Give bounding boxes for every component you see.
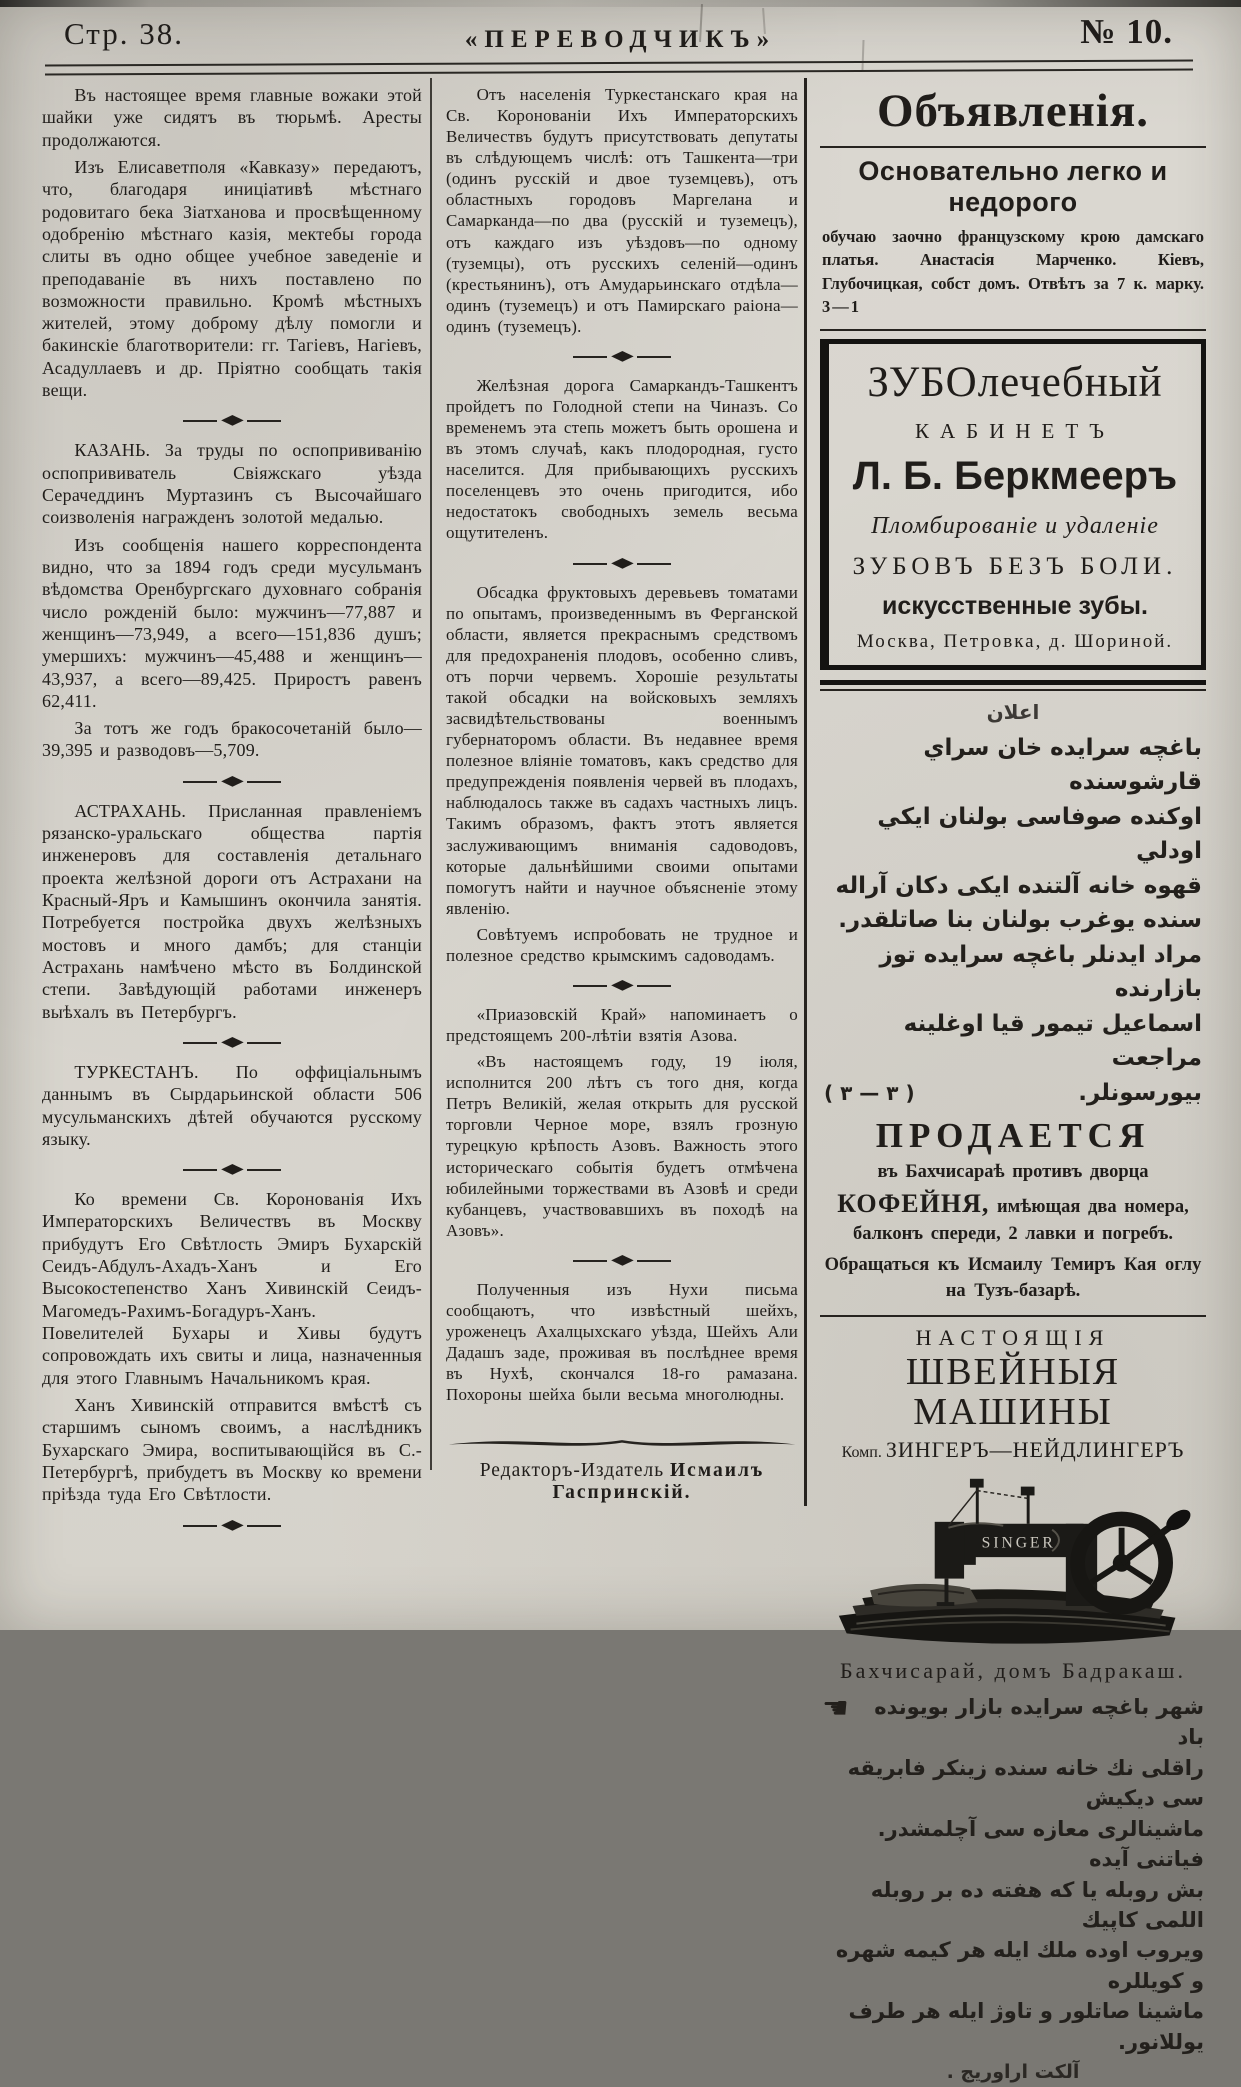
- ad-body-text: обучаю заочно французскому крою дамскаго платья. Анастасія Марченко. Кіевъ, Глубочицкая, собст домъ. Отвѣтъ за 7 к. марку.: [822, 227, 1204, 293]
- news-paragraph: АСТРАХАНЬ. Присланная правленіемъ рязанско-уральскаго общества партія инженеровъ для составленія детальнаго проекта желѣзной дороги отъ Астрахани на Красный-Яръ и Камышинъ окончила занятія. Потребуется постройка двухъ желѣзныхъ мостовъ и много дамбъ; для станціи Астрахань намѣчено мѣсто въ Болдинской степи. Завѣдующій работами инженеръ выѣхалъ въ Петербургъ.: [42, 800, 422, 1022]
- ilan-line: بش روبله يا كه هفته ده بر روبله اللمى كاپيك: [870, 1877, 1204, 1932]
- diamond-ornament-icon: ◆: [610, 348, 634, 364]
- diamond-ornament-icon: ◆: [220, 1162, 244, 1178]
- section-divider: [42, 1519, 422, 1533]
- machine-brand-text: SINGER: [981, 1534, 1056, 1552]
- manicule-icon: ☚: [822, 1690, 849, 1726]
- ad-rule: [820, 1315, 1206, 1317]
- machine-caption: Бахчисарай, домъ Бадракаш.: [840, 1657, 1186, 1683]
- sewing-machine-illustration: [820, 1469, 1206, 1656]
- news-paragraph: Совѣтуемъ испробовать не трудное и полезное средство крымскимъ садоводамъ.: [446, 924, 798, 965]
- dental-doctor-name: Л. Б. Беркмееръ: [852, 453, 1178, 498]
- diamond-ornament-icon: ◆: [220, 773, 244, 789]
- sale-body-text: въ Бахчисараѣ противъ дворца: [877, 1162, 1149, 1183]
- diamond-ornament-icon: ◆: [220, 1034, 244, 1050]
- dental-address: Москва, Петровка, д. Шориной.: [856, 630, 1174, 652]
- diamond-ornament-icon: ◆: [610, 977, 634, 993]
- news-paragraph: Отъ населенія Туркестанскаго края на Св. Коронованіи Ихъ Императорскихъ Величествъ будутъ присутствовать депутаты въ слѣдующемъ числѣ: отъ Ташкента—три (одинъ русскій и двое туземцевъ), отъ областныхъ городовъ Маргелана и Самарканда—по два (русскій и туземецъ), отъ каждаго изъ уѣздовъ—по одному (туземцы), отъ русскихъ селеній—одинъ (крестьянинъ), отъ Амударьинскаго отдѣла—одинъ (туземецъ) и отъ Памирскаго раіона—одинъ (туземецъ).: [446, 85, 798, 336]
- news-paragraph: За тотъ же годъ бракосочетаній было—39,395 и разводовъ—5,709.: [42, 718, 422, 761]
- section-divider: [446, 979, 798, 993]
- dental-subtitle: КАБИНЕТЪ: [914, 418, 1116, 443]
- news-paragraph: Изъ Елисаветполя «Кавказу» передаютъ, что, благодаря иниціативѣ мѣстнаго родовитаго бека Зіатханова и просвѣщенному одобренію мѣстнаго казія, мектебы города слиты въ одно общее учебное заведеніе и преподаваніе въ нихъ поставлено по возможности правильно. Кромѣ мѣстныхъ жителей, этому доброму дѣлу помогли и бакинскіе благотворители: гг. Тагіевъ, Нагіевъ, Асадуллаевъ и др. Пріятно сообщать такія вещи.: [42, 156, 422, 401]
- singer-line3: [820, 1437, 1206, 1463]
- ad-ilan2-arabic: [822, 1692, 1204, 2087]
- dental-artificial-teeth: искусственные зубы.: [882, 591, 1148, 620]
- section-divider: [446, 1254, 798, 1268]
- ilan-line: ويروب اوده ملك ايله هر كيمه شهره و كويللره: [835, 1938, 1204, 1993]
- ilan-line: بيورسونلر.: [1078, 1079, 1202, 1106]
- section-divider: [42, 414, 422, 428]
- ilan-line: باغچه سرايده خان سراي قارشوسنده: [923, 734, 1202, 796]
- ad-rule-heavy: [820, 680, 1206, 691]
- news-paragraph: Изъ сообщенія нашего корреспондента видно, что за 1894 годъ среди мусульманъ вѣдомства Оренбургскаго духовнаго собранія число рожденій было: мужчинъ—77,887 и женщинъ—73,949, а всего—151,836 душъ; умершихъ: мужчинъ—45,488 и женщинъ—43,937, а всего—89,425. Приростъ равенъ 62,411.: [42, 534, 422, 711]
- ad-rule: [820, 146, 1206, 148]
- scan-edge: [0, 0, 1241, 7]
- ilan-header: اعلان: [986, 699, 1040, 724]
- issue-number: № 10.: [1080, 12, 1173, 51]
- dental-services: Пломбированіе и удаленіе: [871, 512, 1159, 539]
- singer-company: ЗИНГЕРЪ—НЕЙДЛИНГЕРЪ: [885, 1436, 1185, 1462]
- header-rule: [45, 59, 1193, 66]
- ilan-line: قهوه خانه آلتنده ايكى دكان آراله: [835, 872, 1202, 899]
- ilan-run-tag: ( ٣ — ٣ ): [824, 1080, 915, 1105]
- ads-column: [820, 84, 1206, 2087]
- ilan-line-text: شهر باغچه سرايده بازار بويونده باد: [874, 1694, 1204, 1750]
- ilan-line: ماشينالرى معازه سى آچلمشدر. فياتنى آيده: [877, 1816, 1204, 1872]
- ilan-line: مراد ايدنلر باغچه سرايده توز بازارنده: [879, 941, 1202, 1003]
- ilan-last-line: [824, 1076, 1202, 1111]
- ilan-line: اوكنده صوفاسى بولنان ايكي اودلي: [877, 803, 1202, 865]
- ad-dental-box: [820, 339, 1206, 670]
- ilan-line: سنده يوغرب بولنان بنا صاتلقدر.: [838, 907, 1202, 934]
- singer-line2: ШВЕЙНЫЯ МАШИНЫ: [905, 1351, 1121, 1434]
- sale-title: ПРОДАЕТСЯ: [875, 1116, 1151, 1156]
- ad-headline: Основательно легко и недорого: [858, 156, 1168, 217]
- ad-run-tag: 3—1: [822, 297, 861, 317]
- news-paragraph: «Приазовскій Край» напоминаетъ о предстоящемъ 200-лѣтіи взятія Азова.: [446, 1004, 798, 1046]
- column-separator: [804, 78, 807, 1506]
- news-paragraph: ТУРКЕСТАНЪ. По оффиціальнымъ даннымъ въ Сырдарьинской области 506 мусульманскихъ дѣтей обучаются русскому языку.: [42, 1061, 422, 1149]
- ad-ilan-arabic: [824, 697, 1202, 1111]
- sale-body-text: имѣющая два номера, балконъ спереди, 2 лавки и погребъ.: [852, 1197, 1189, 1245]
- editor-name: Исмаилъ Гаспринскій.: [552, 1460, 765, 1504]
- news-paragraph: Ко времени Св. Коронованія Ихъ Императорскихъ Величествъ въ Москву прибудутъ Его Свѣтлость Эмиръ Бухарскій Сеидъ-Абдулъ-Ахадъ-Ханъ и Его Высокостепенство Ханъ Хивинскій Сеидъ-Магомедъ-Рахимъ-Богадуръ-Ханъ. Повелителей Бухары и Хивы будутъ сопровождать ихъ свиты и лица, назначенныя для этого Главнымъ Начальникомъ края.: [42, 1189, 422, 1388]
- editor-imprint: [446, 1460, 798, 1504]
- singer-line1: НАСТОЯЩІЯ: [915, 1325, 1111, 1351]
- ad-marchenko: [820, 156, 1206, 319]
- header-rule: [45, 68, 1193, 75]
- diamond-ornament-icon: ◆: [610, 555, 634, 571]
- diamond-ornament-icon: ◆: [220, 1517, 244, 1533]
- ads-section-title: Объявленія.: [876, 85, 1150, 137]
- section-divider: [42, 1036, 422, 1050]
- news-paragraph: Желѣзная дорога Самаркандъ-Ташкентъ пройдетъ по Голодной степи на Чиназъ. Со временемъ эта степь можетъ быть орошена и въ этомъ случаѣ, какъ плодородная, густо населится. Для прибывающихъ русскихъ поселенцевъ это очень пригодится, ибо недостатокъ свободныхъ земель весьма ощутителенъ.: [446, 375, 798, 543]
- dental-title: ЗУБОлечебный: [867, 358, 1163, 406]
- news-paragraph: «Въ настоящемъ году, 19 іюля, исполнится 200 лѣтъ съ того дня, когда Петръ Великій, желая открыть для русской торговли Черное море, взялъ грозную турецкую крѣпость Азовъ. Важность этого историческаго событія будетъ отмѣчена юбилейными торжествами въ Азовѣ и среди кубанцевъ, участвовавшихъ въ походѣ на Азовъ».: [446, 1052, 798, 1240]
- section-divider: [446, 557, 798, 571]
- ilan-signature: آلكت اراوريج .: [946, 2061, 1080, 2084]
- page-number: Стр. 38.: [64, 16, 184, 51]
- column-separator: [430, 78, 432, 1470]
- ilan-line: راقلى نك خانه سنده زينكر فابريقه سى ديكيش: [847, 1755, 1204, 1811]
- ilan-line: اسماعيل تيمور قيا اوغلينه مراجعت: [903, 1010, 1202, 1072]
- news-paragraph: Въ настоящее время главные вожаки этой шайки уже сидятъ въ тюрьмѣ. Аресты продолжаются.: [42, 85, 422, 150]
- news-paragraph: Полученныя изъ Нухи письма сообщаютъ, что извѣстный шейхъ, уроженецъ Ахалцыхскаго уѣзда, Шейхъ Али Дадашъ заде, проживая въ послѣднее время въ Нухѣ, скончался 18-го рамазана. Похороны шейха были весьма многолюдны.: [446, 1279, 798, 1405]
- news-paragraph: Ханъ Хивинскій отправится вмѣстѣ съ старшимъ сыномъ своимъ, а наслѣдникъ Бухарскаго Эмира, воспитывающійся въ С.-Петербургѣ, прибудетъ въ Москву ко времени пріѣзда туда Его Свѣтлости.: [42, 1394, 422, 1505]
- editor-prefix: Редакторъ-Издатель: [479, 1460, 671, 1482]
- sale-body: [820, 1160, 1206, 1248]
- section-divider: [42, 775, 422, 789]
- ilan-line: [822, 1692, 1204, 1753]
- diamond-ornament-icon: ◆: [610, 1252, 634, 1268]
- dental-slogan: ЗУБОВЪ БЕЗЪ БОЛИ.: [852, 552, 1178, 580]
- sale-contact: Обращаться къ Исмаилу Темиръ Кая оглу на Тузъ-базарѣ.: [824, 1255, 1202, 1302]
- news-paragraph: Обсадка фруктовыхъ деревьевъ томатами по опытамъ, произведеннымъ въ Ферганской области, является прекраснымъ средствомъ для предохраненія плодовъ, особенно сливъ, отъ порчи червемъ. Хорошіе результаты такой обсадки на войсковыхъ земляхъ засвидѣтельствованы военнымъ губернаторомъ области. Въ недавнее время полезное вліяніе томатовъ, какъ средство для предупрежденія появленія червей въ плодахъ, наблюдалось также въ садахъ частныхъ лицъ. Такимъ образомъ, фактъ этотъ является заслуживающимъ вниманія садоводовъ, которые дальнѣйшими своими опытами помогутъ найти и научное объясненіе этому явленію.: [446, 582, 798, 918]
- ad-singer: [820, 1325, 1206, 2087]
- section-divider: [42, 1163, 422, 1177]
- news-column-middle: [446, 84, 798, 1504]
- singer-company-abbrev: Комп.: [841, 1443, 886, 1461]
- sale-keyword: КОФЕЙНЯ,: [837, 1189, 990, 1219]
- ad-rule: [820, 329, 1206, 331]
- ad-body: [822, 225, 1204, 319]
- ilan-line: ماشينا صاتلور و تاوژ ايله هر طرف يوللانور.: [848, 1999, 1204, 2054]
- ad-sale: [820, 1116, 1206, 1305]
- diamond-ornament-icon: ◆: [220, 413, 244, 429]
- section-divider: [446, 350, 798, 364]
- masthead-title: «ПЕРЕВОДЧИКЪ»: [464, 26, 777, 53]
- news-column-left: [42, 84, 422, 1544]
- editor-swash-rule: [446, 1431, 798, 1458]
- news-paragraph: КАЗАНЬ. За труды по оспопрививанію оспопрививатель Свіяжскаго уѣзда Серачеддинъ Муртазинъ съ Высочайшаго соизволенія награжденъ золотой медалью.: [42, 440, 422, 528]
